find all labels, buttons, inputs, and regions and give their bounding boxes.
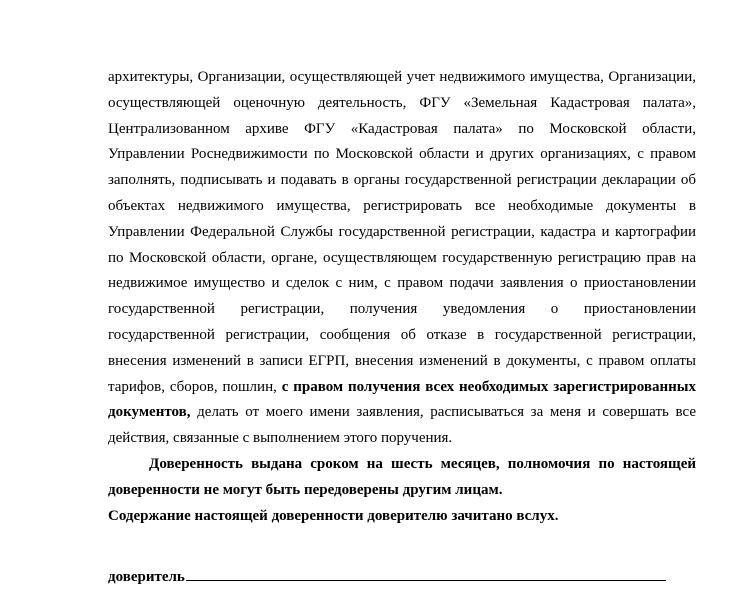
text-line [108,323,696,349]
text-segment: заполнять, подписывать и подавать в органы государственной регистрации декларации об [108,172,696,189]
text-segment: Управлении Федеральной Службы государственной регистрации, кадастра и картографии [108,223,696,240]
text-line [108,271,696,297]
text-segment: государственной регистрации, сообщения об отказе в государственной регистрации, [108,326,696,343]
text-line [108,400,696,426]
text-line [108,504,696,530]
text-line [108,452,696,478]
text-segment: осуществляющей оценочную деятельность, ФГУ «Земельная Кадастровая палата», [108,94,696,111]
signature-blank [186,566,666,581]
text-line [108,426,696,452]
bold-text-segment: Содержание настоящей доверенности доверителю зачитано вслух. [108,507,559,524]
document-body [108,65,696,529]
text-line [108,220,696,246]
text-line [108,65,696,91]
bold-text-segment: Доверенность выдана сроком на шесть месяцев, полномочия по настоящей [149,455,696,472]
text-segment: делать от моего имени заявления, расписываться за меня и совершать все [190,404,696,421]
text-line [108,297,696,323]
bold-text-segment: документов, [108,404,191,421]
text-segment: тарифов, сборов, пошлин, [108,378,282,395]
text-segment: недвижимое имущество и сделок с ним, с правом подачи заявления о приостановлении [108,275,696,292]
text-line [108,168,696,194]
text-segment: внесения изменений в записи ЕГРП, внесения изменений в документы, с правом оплаты [108,352,696,369]
text-line [108,117,696,143]
text-segment: государственной регистрации, получения уведомления о приостановлении [108,301,696,318]
text-line [108,142,696,168]
text-segment: архитектуры, Организации, осуществляющей учет недвижимого имущества, Организации, [108,69,696,85]
text-segment: Управлении Роснедвижимости по Московской области и других организациях, с правом [108,146,696,163]
text-segment: действия, связанные с выполнением этого поручения. [108,430,453,447]
text-line [108,91,696,117]
bold-text-segment: с правом получения всех необходимых зарегистрированных [281,378,696,395]
text-line [108,349,696,375]
text-line [108,194,696,220]
text-segment: Централизованном архиве ФГУ «Кадастровая палата» по Московской области, [108,120,696,137]
text-line [108,375,696,401]
document-page [108,65,696,529]
text-segment: по Московской области, органе, осуществляющем государственную регистрацию прав на [108,249,696,266]
text-line [108,478,696,504]
text-segment: объектах недвижимого имущества, регистрировать все необходимые документы в [108,197,696,214]
bold-text-segment: доверенности не могут быть передоверены другим лицам. [108,481,503,498]
text-line [108,246,696,272]
signature-label: доверитель [108,569,185,585]
signature-line [108,566,666,587]
